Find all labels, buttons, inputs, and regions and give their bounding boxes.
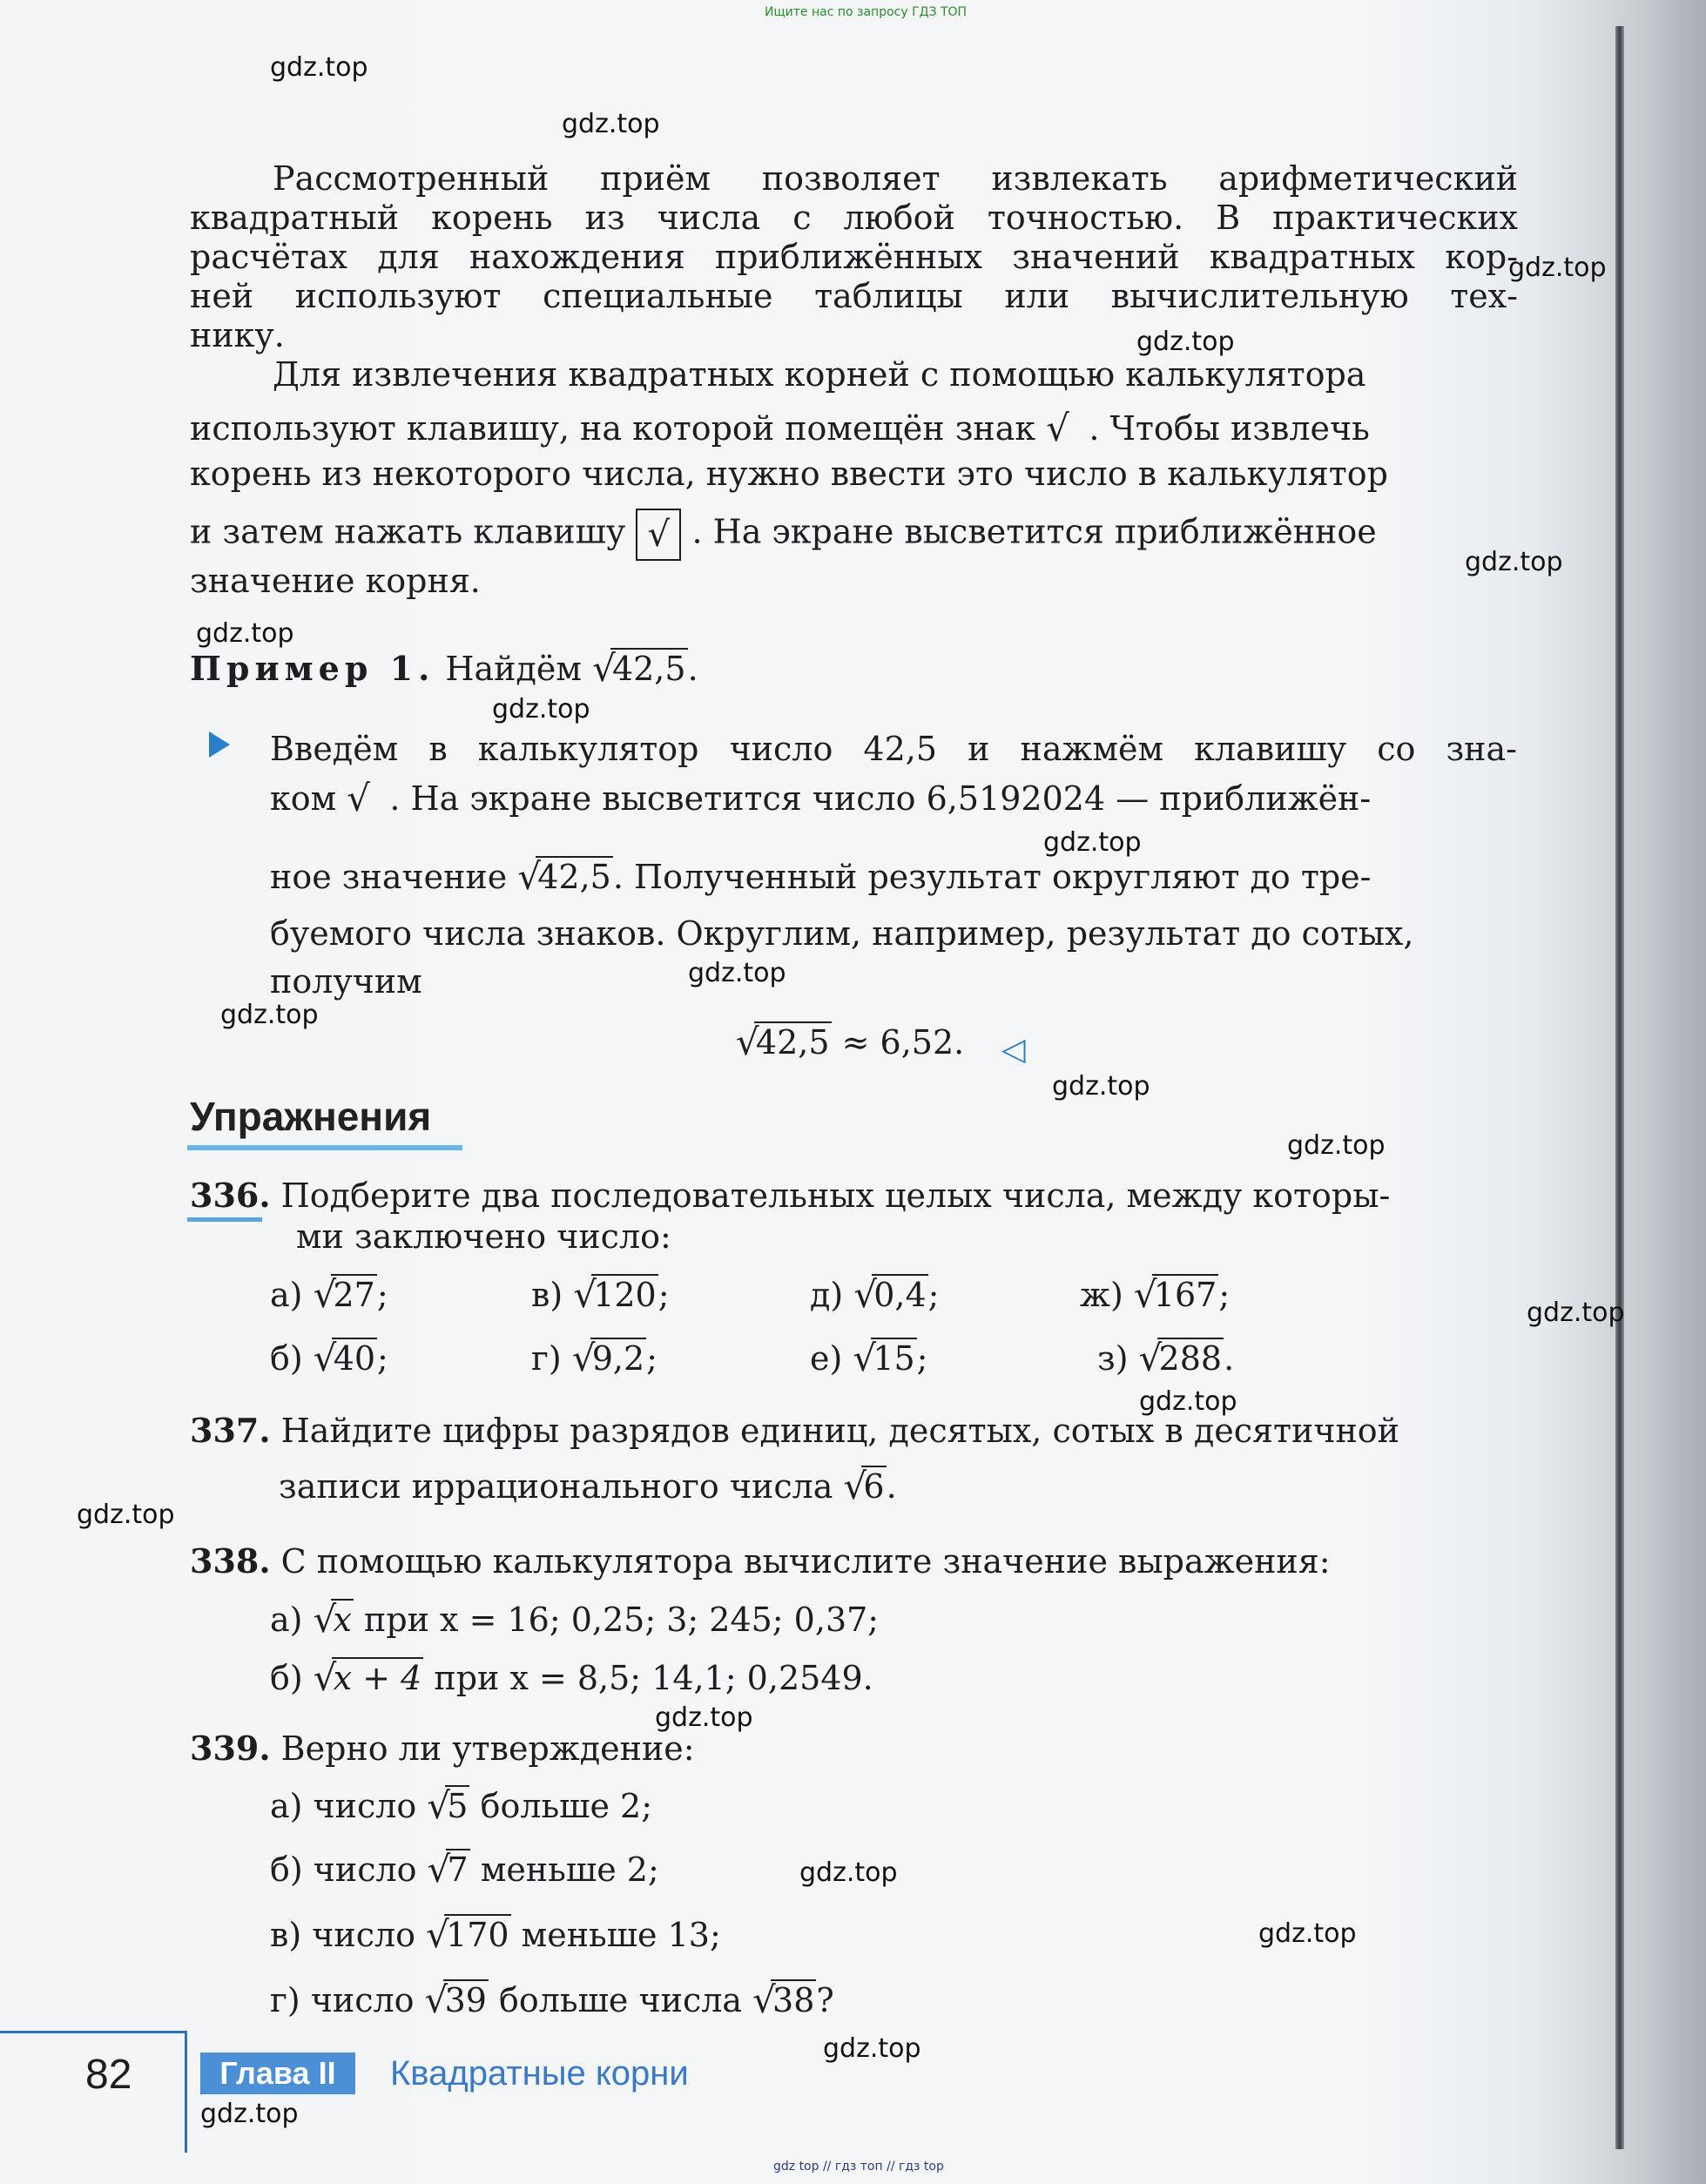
intro-p2-line4: и затем нажать клавишу √ . На экране высветится приближённое bbox=[190, 509, 1377, 561]
example-heading: Пример 1. Найдём √ 42,5. bbox=[190, 646, 698, 690]
intro-p2-line1: Для извлечения квадратных корней с помощью калькулятора bbox=[273, 355, 1366, 394]
watermark: gdz.top bbox=[1136, 327, 1235, 357]
watermark: gdz.top bbox=[1139, 1386, 1237, 1417]
watermark: gdz.top bbox=[799, 1857, 898, 1888]
watermark: gdz.top bbox=[270, 52, 368, 83]
book-spine bbox=[1615, 26, 1624, 2149]
exercise-339-c: в) число √ 170 меньше 13; bbox=[270, 1912, 721, 1956]
exercise-337: 337. Найдите цифры разрядов единиц, десятых, сотых в десятичной bbox=[190, 1411, 1400, 1450]
intro-p2-line3: корень из некоторого числа, нужно ввести это число в калькулятор bbox=[190, 455, 1388, 493]
ex336-item-e: е) √ 15; bbox=[810, 1336, 928, 1379]
page-number: 82 bbox=[85, 2052, 132, 2098]
exercise-338-a: а) √ x при x = 16; 0,25; 3; 245; 0,37; bbox=[270, 1597, 880, 1641]
exercise-338-b: б) √ x + 4 при x = 8,5; 14,1; 0,2549. bbox=[270, 1655, 873, 1699]
watermark: gdz.top bbox=[196, 618, 294, 649]
ex336-item-zh: ж) √ 167; bbox=[1080, 1272, 1231, 1316]
chapter-title: Квадратные корни bbox=[390, 2054, 689, 2093]
watermark: gdz.top bbox=[492, 694, 590, 725]
watermark: gdz.top bbox=[200, 2099, 299, 2129]
example-line3: ное значение √ 42,5. Полученный результат округляют до тре- bbox=[270, 854, 1372, 898]
ex336-item-z: з) √ 288. bbox=[1097, 1336, 1235, 1379]
watermark: gdz.top bbox=[1258, 1918, 1357, 1949]
watermark: gdz.top bbox=[823, 2033, 921, 2064]
intro-paragraph-1: Рассмотренный приём позволяет извлекать арифметический квадратный корень из числа с любой точностью. В практических расчётах для нахождения приближённых значений квадратных кор- ней используют специальные таблицы или вычислительную тех- нику. bbox=[190, 159, 1518, 354]
watermark: gdz.top bbox=[220, 1000, 319, 1030]
ex336-item-d: д) √ 0,4; bbox=[810, 1272, 940, 1316]
footer-rule bbox=[0, 2031, 187, 2033]
top-banner: Ищите нас по запросу ГДЗ ТОП bbox=[765, 5, 968, 19]
example-line1: Введём в калькулятор число 42,5 и нажмём клавишу со зна- bbox=[270, 730, 1517, 768]
solution-start-icon bbox=[209, 731, 230, 758]
watermark: gdz.top bbox=[77, 1500, 175, 1530]
ex336-item-v: в) √ 120; bbox=[531, 1272, 670, 1316]
watermark: gdz.top bbox=[1052, 1071, 1150, 1102]
sqrt-key-icon: √ bbox=[636, 509, 681, 561]
ex336-item-b: б) √ 40; bbox=[270, 1336, 388, 1379]
example-line2: ком √ . На экране высветится число 6,5192024 — приближён- bbox=[270, 776, 1372, 819]
intro-p2-line5: значение корня. bbox=[190, 562, 481, 600]
watermark: gdz.top bbox=[562, 109, 660, 139]
example-result: √ 42,5 ≈ 6,52. bbox=[736, 1020, 965, 1063]
exercises-title-underline bbox=[187, 1145, 462, 1150]
example-line4: буемого числа знаков. Округлим, например, результат до сотых, bbox=[270, 914, 1414, 953]
ex336-item-g: г) √ 9,2; bbox=[531, 1336, 657, 1379]
watermark: gdz.top bbox=[1287, 1130, 1386, 1161]
sqrt-sign-icon: √ bbox=[347, 776, 370, 819]
chapter-label: Глава II bbox=[200, 2053, 355, 2094]
watermark: gdz.top bbox=[1465, 547, 1563, 577]
exercise-336-line2: ми заключено число: bbox=[296, 1217, 671, 1256]
bottom-banner: gdz top // гдз топ // гдз top bbox=[773, 2160, 944, 2174]
sqrt-sign-icon: √ bbox=[1046, 406, 1069, 449]
watermark: gdz.top bbox=[655, 1702, 753, 1733]
footer-rule-vertical bbox=[185, 2031, 187, 2153]
watermark: gdz.top bbox=[1527, 1298, 1625, 1328]
exercise-337-line2: записи иррационального числа √ 6. bbox=[279, 1464, 897, 1507]
watermark: gdz.top bbox=[688, 958, 786, 988]
exercises-title: Упражнения bbox=[190, 1094, 432, 1139]
exercise-339-b: б) число √ 7 меньше 2; bbox=[270, 1847, 659, 1891]
exercise-number-underline bbox=[187, 1217, 262, 1222]
example-line5: получим bbox=[270, 962, 422, 1001]
watermark: gdz.top bbox=[1043, 827, 1142, 858]
watermark: gdz.top bbox=[1508, 253, 1607, 283]
ex336-item-a: а) √ 27; bbox=[270, 1272, 388, 1316]
exercise-339: 339. Верно ли утверждение: bbox=[190, 1729, 695, 1768]
exercise-339-d: г) число √ 39 больше числа √ 38? bbox=[270, 1978, 834, 2021]
exercise-339-a: а) число √ 5 больше 2; bbox=[270, 1783, 653, 1827]
solution-end-icon: ◁ bbox=[1001, 1032, 1026, 1068]
exercise-336: 336. Подберите два последовательных целых числа, между которы- bbox=[190, 1176, 1391, 1215]
exercise-338: 338. С помощью калькулятора вычислите значение выражения: bbox=[190, 1541, 1331, 1581]
intro-p2-line2: используют клавишу, на которой помещён знак √ . Чтобы извлечь bbox=[190, 406, 1370, 449]
